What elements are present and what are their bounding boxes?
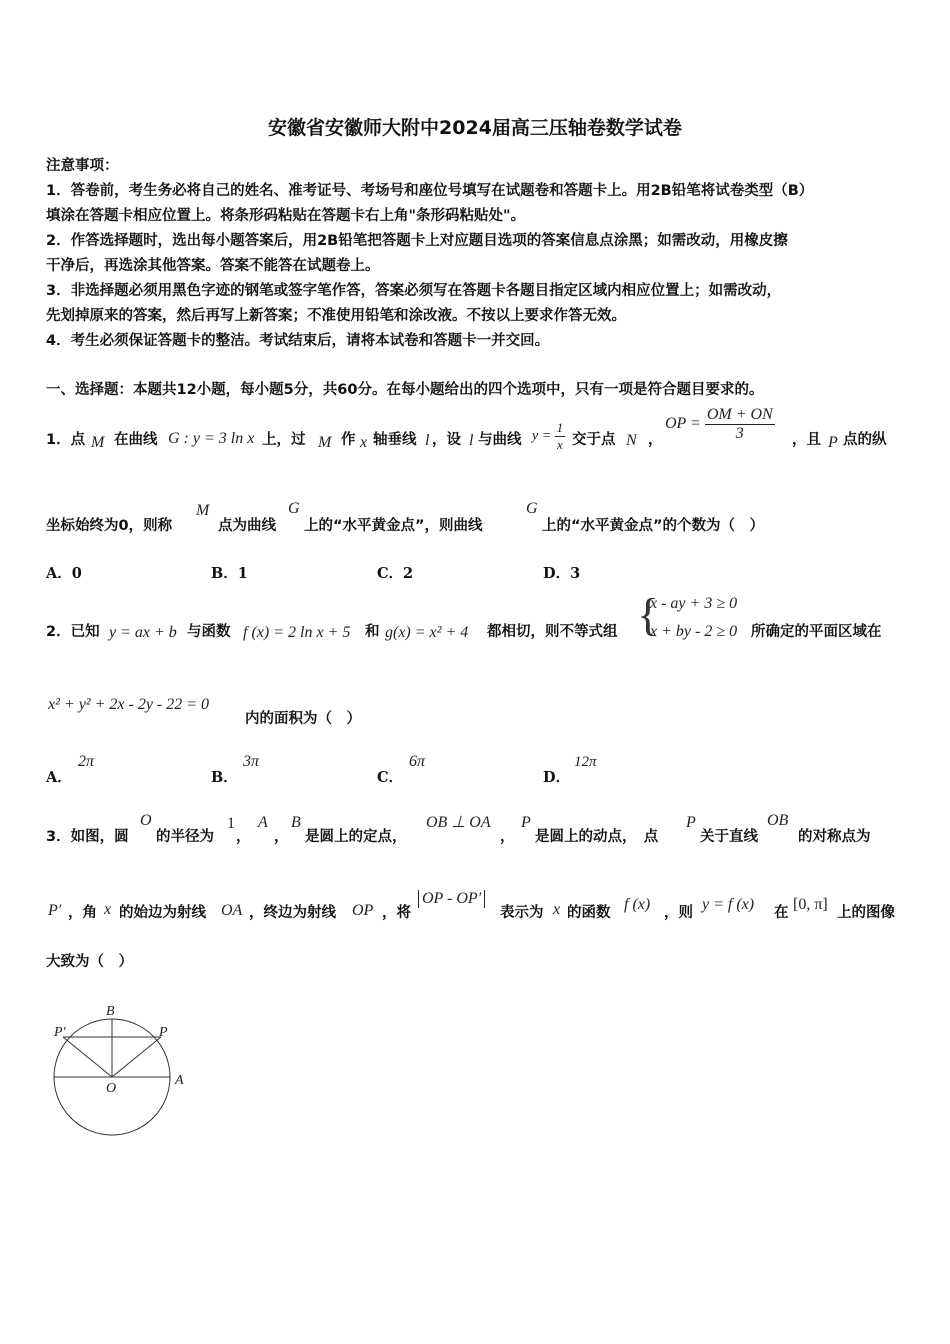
q3-text-8: 关于直线 xyxy=(700,829,758,845)
q2-system-ineq-2: x + by - 2 ≥ 0 xyxy=(650,623,738,640)
q1-text-5: 轴垂线 xyxy=(373,432,417,448)
label-b: B xyxy=(106,1004,115,1019)
q3-text-u5: 表示为 xyxy=(500,905,544,921)
q1-text-7: 与曲线 xyxy=(478,432,522,448)
q1-op-lhs: OP = xyxy=(665,415,701,433)
q3-text-u8: 在 xyxy=(774,905,789,921)
q1-text-1: 1．点 xyxy=(46,432,86,448)
q1-math-l2: l xyxy=(469,432,474,449)
notice-line-7: 4．考生必须保证答题卡的整洁。考试结束后，请将本试卷和答题卡一并交回。 xyxy=(46,333,550,349)
q1-op-den: 3 xyxy=(735,425,744,442)
circle-figure xyxy=(40,995,200,1145)
q1-math-G2: G xyxy=(526,500,538,517)
q1-math-hyperbola xyxy=(532,420,565,453)
q3-math-x2: x xyxy=(553,901,561,918)
q1-option-d[interactable]: D．3 xyxy=(543,565,581,582)
q1-math-x: x xyxy=(360,434,368,451)
q3-text-5: 是圆上的定点， xyxy=(305,829,407,845)
q2-option-a-value: 2π xyxy=(78,753,95,770)
q3-text-3: ， xyxy=(236,829,251,845)
q1-text-3: 上，过 xyxy=(262,432,306,448)
q3-text-7: 是圆上的动点， 点 xyxy=(535,829,659,845)
q2-math-g: g(x) = x² + 4 xyxy=(385,624,469,641)
q1-hyperbola-num: 1 xyxy=(556,420,564,435)
q3-math-Pprime: P′ xyxy=(48,902,62,919)
q3-math-yfx: y = f (x) xyxy=(702,896,755,913)
q1-hyperbola-fraction xyxy=(555,420,566,453)
q1-text-8: 交于点 xyxy=(572,432,616,448)
q3-text-9: 的对称点为 xyxy=(798,829,871,845)
q2-option-c-value: 6π xyxy=(409,753,426,770)
q1-op-fraction xyxy=(705,406,775,443)
q1-text-10: ，且 xyxy=(792,432,821,448)
q2-option-d-value: 12π xyxy=(574,754,597,770)
notice-line-5: 3．非选择题必须用黑色字迹的钢笔或签字笔作答，答案必须写在答题卡各题目指定区域内相应位置上；如需改动， xyxy=(46,283,782,299)
segment-op xyxy=(112,1037,161,1077)
q3-math-OP: OP xyxy=(352,902,374,919)
q2-option-b-value: 3π xyxy=(243,753,260,770)
q2-option-c[interactable]: C． xyxy=(377,769,404,786)
notice-line-2: 填涂在答题卡相应位置上。将条形码粘贴在答题卡右上角"条形码粘贴处"。 xyxy=(46,208,526,224)
q2-math-f: f (x) = 2 ln x + 5 xyxy=(243,624,351,641)
q2-math-line: y = ax + b xyxy=(109,624,177,641)
q3-math-B: B xyxy=(291,814,301,831)
q1-math-l: l xyxy=(425,432,430,449)
q3-text-u2: 的始边为射线 xyxy=(119,905,206,921)
q3-math-A: A xyxy=(258,814,268,831)
q1-line2-b: 点为曲线 xyxy=(218,518,276,534)
q3-math-OA: OA xyxy=(221,902,243,919)
q1-text-11: 点的纵 xyxy=(843,432,887,448)
q1-hyperbola-lhs: y = xyxy=(532,428,552,444)
q1-option-b[interactable]: B．1 xyxy=(211,565,248,582)
notice-line-3: 2．作答选择题时，选出每小题答案后，用2B铅笔把答题卡上对应题目选项的答案信息点涂黑；如需改动，用橡皮擦 xyxy=(46,233,788,249)
q1-math-op xyxy=(665,406,775,443)
q2-system-brace: { xyxy=(637,589,660,640)
q1-math-M2: M xyxy=(318,434,332,451)
q2-text-1: 2．已知 xyxy=(46,624,100,640)
q1-hyperbola-den: x xyxy=(557,437,563,452)
q1-math-P: P xyxy=(828,434,838,451)
q1-line2-c: 上的“水平黄金点”，则曲线 xyxy=(304,518,483,534)
q1-text-6: ，设 xyxy=(432,432,461,448)
q2-text-5: 所确定的平面区域在 xyxy=(751,624,882,640)
q2-text-4: 都相切，则不等式组 xyxy=(487,624,618,640)
q1-math-M3: M xyxy=(196,502,210,519)
q2-system-ineq-1: x - ay + 3 ≥ 0 xyxy=(650,595,738,612)
q3-text-u9: 上的图像 xyxy=(837,905,895,921)
notice-line-1: 1．答卷前，考生务必将自己的姓名、准考证号、考场号和座位号填写在试题卷和答题卡上。用2B铅笔将试卷类型（B） xyxy=(46,183,814,199)
q3-text-2: 的半径为 xyxy=(156,829,214,845)
q1-option-a[interactable]: A．0 xyxy=(46,565,82,582)
q1-line2-a: 坐标始终为0，则称 xyxy=(46,518,173,534)
q2-text-3: 和 xyxy=(365,624,380,640)
q3-text-1: 3．如图，圆 xyxy=(46,829,129,845)
q1-math-M: M xyxy=(91,434,105,451)
q3-text-u7: ，则 xyxy=(664,905,693,921)
q2-option-a[interactable]: A． xyxy=(46,769,72,786)
label-p: P xyxy=(159,1025,168,1040)
q3-text-v1: 大致为（ ） xyxy=(46,954,133,970)
notice-heading: 注意事项： xyxy=(46,158,119,174)
q2-math-circle: x² + y² + 2x - 2y - 22 = 0 xyxy=(48,696,210,713)
q3-math-fx: f (x) xyxy=(624,896,651,913)
q1-text-4: 作 xyxy=(341,432,356,448)
q1-line2-d: 上的“水平黄金点”的个数为（ ） xyxy=(542,518,765,534)
q2-option-d[interactable]: D． xyxy=(543,769,571,786)
q3-math-abs: OP - OP′ xyxy=(418,890,485,908)
q3-math-perp: OB ⊥ OA xyxy=(426,814,491,831)
q3-text-u6: 的函数 xyxy=(567,905,611,921)
q3-text-u1: ，角 xyxy=(68,905,97,921)
label-a: A xyxy=(175,1073,184,1088)
q3-math-interval: [0, π] xyxy=(793,896,828,913)
q3-math-1: 1 xyxy=(227,815,235,832)
q1-math-G: G xyxy=(288,500,300,517)
q2-text-6: 内的面积为（ ） xyxy=(245,711,361,727)
segment-opprime xyxy=(63,1037,112,1077)
q3-text-4: ， xyxy=(274,829,289,845)
label-o: O xyxy=(106,1081,117,1096)
q3-text-u3: ，终边为射线 xyxy=(249,905,336,921)
q1-text-9: ， xyxy=(648,432,663,448)
q1-text-2: 在曲线 xyxy=(114,432,158,448)
q1-math-N: N xyxy=(626,432,637,449)
page-title: 安徽省安徽师大附中2024届高三压轴卷数学试卷 xyxy=(268,117,682,139)
q1-op-num: OM + ON xyxy=(706,406,773,423)
q3-text-u4: ，将 xyxy=(382,905,411,921)
q3-text-6: ， xyxy=(500,829,515,845)
q2-text-2: 与函数 xyxy=(187,624,231,640)
q3-math-O: O xyxy=(140,812,152,829)
q1-math-curve: G : y = 3 ln x xyxy=(168,430,255,447)
q3-math-P: P xyxy=(521,814,531,831)
q2-option-b[interactable]: B． xyxy=(211,769,238,786)
notice-line-6: 先划掉原来的答案，然后再写上新答案；不准使用铅笔和涂改液。不按以上要求作答无效。 xyxy=(46,308,626,324)
section-heading: 一、选择题：本题共12小题，每小题5分，共60分。在每小题给出的四个选项中，只有一项是符合题目要求的。 xyxy=(46,382,764,398)
notice-line-4: 干净后，再选涂其他答案。答案不能答在试题卷上。 xyxy=(46,258,380,274)
q3-math-P2: P xyxy=(686,814,696,831)
q1-option-c[interactable]: C．2 xyxy=(377,565,414,582)
q3-math-OB: OB xyxy=(767,812,789,829)
q3-math-x: x xyxy=(104,901,112,918)
label-pprime: P′ xyxy=(54,1025,66,1040)
